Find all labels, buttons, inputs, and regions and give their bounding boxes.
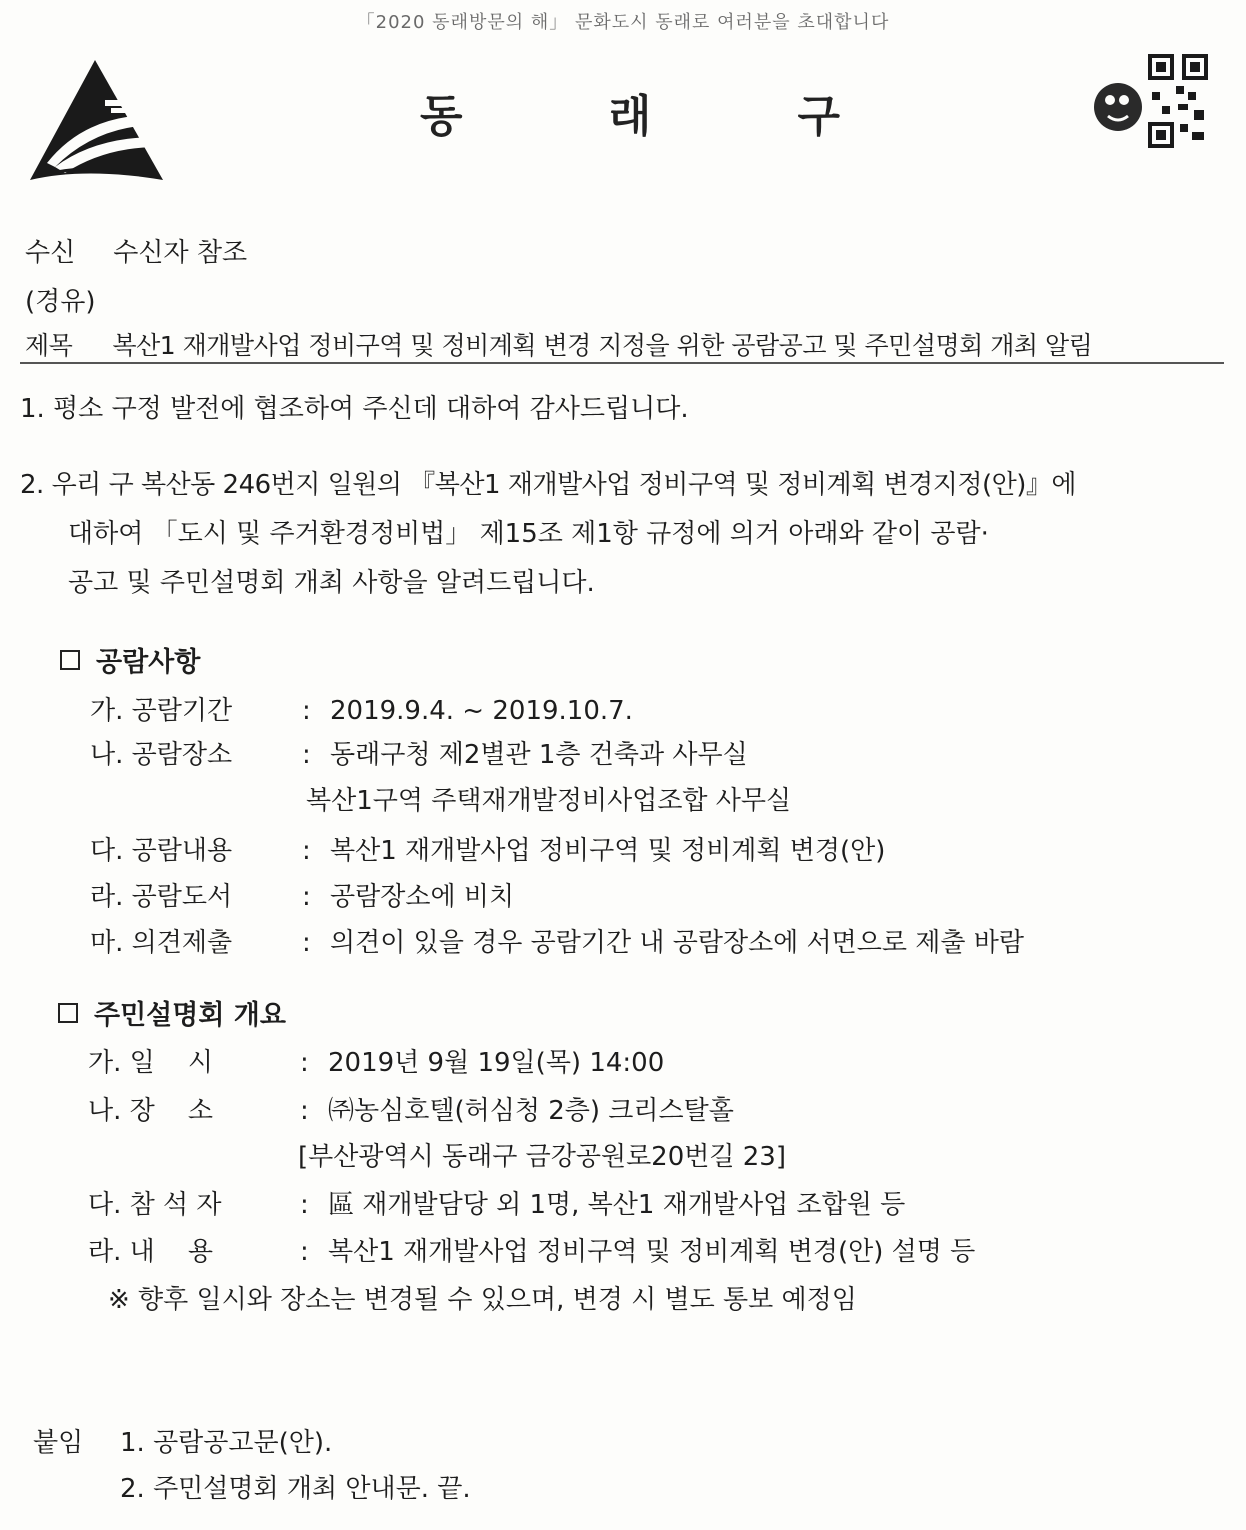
item-value: 동래구청 제2별관 1층 건축과 사무실 [330,740,748,770]
section-inspection-title: 공람사항 [96,647,201,678]
qr-code-icon [1088,52,1210,152]
dongnae-gu-logo [25,55,165,185]
paragraph-1: 1. 평소 구정 발전에 협조하여 주신데 대하여 감사드립니다. [20,394,689,424]
paragraph-2-line-1: 2. 우리 구 복산동 246번지 일원의 『복산1 재개발사업 정비구역 및 정비계획 변경지정(안)』에 [20,470,1077,500]
briefing-item [88,1184,905,1221]
item-value: 공람장소에 비치 [330,882,515,912]
recipient-row [25,232,247,269]
section-briefing-title: 주민설명회 개요 [94,1000,286,1031]
attachment-item: 2. 주민설명회 개최 안내문. 끝. [120,1474,471,1504]
item-value: 2019.9.4. ~ 2019.10.7. [330,696,633,726]
inspection-item [90,690,633,727]
briefing-place-line-2: [부산광역시 동래구 금강공원로20번길 23] [298,1142,786,1172]
subject-row [25,326,1092,362]
subject-label: 제목 [25,331,73,360]
item-colon: : [300,1096,309,1126]
inspection-item [90,876,514,913]
briefing-item [88,1231,975,1268]
slogan: 「2020 동래방문의 해」 문화도시 동래로 여러분을 초대합니다 [356,12,890,33]
item-label: 다. 참 석 자 [88,1190,222,1220]
item-colon: : [300,1237,309,1267]
item-label: 라. 내 용 [88,1237,213,1267]
org-title-char: 래 [608,91,652,142]
inspection-place-line-2: 복산1구역 주택재개발정비사업조합 사무실 [306,786,792,816]
attachments-label: 붙임 [33,1428,84,1458]
checkbox-square-icon [60,650,80,670]
item-colon: : [300,1048,309,1078]
org-title-char: 동 [420,91,463,142]
item-colon: : [302,740,311,770]
item-label: 가. 일 시 [88,1048,213,1078]
item-value: ㈜농심호텔(허심청 2층) 크리스탈홀 [328,1096,734,1126]
section-briefing-heading [58,993,286,1032]
org-title-char: 구 [797,91,840,142]
paragraph-2-line-3: 공고 및 주민설명회 개최 사항을 알려드립니다. [68,568,595,598]
via-label: (경유) [25,287,96,317]
briefing-note: ※ 향후 일시와 장소는 변경될 수 있으며, 변경 시 별도 통보 예정임 [108,1285,857,1315]
via-row [25,281,96,318]
recipient-label: 수신 [25,238,76,268]
item-value: 2019년 9월 19일(목) 14:00 [328,1048,665,1078]
inspection-item [90,830,885,867]
item-label: 다. 공람내용 [90,836,233,866]
item-label: 라. 공람도서 [90,882,233,912]
item-label: 가. 공람기간 [90,696,233,726]
briefing-item [88,1042,664,1079]
header-divider [20,362,1224,364]
item-label: 나. 장 소 [88,1096,213,1126]
recipient-value: 수신자 참조 [113,238,248,268]
checkbox-square-icon [58,1003,78,1023]
briefing-item [88,1090,734,1127]
item-value: 복산1 재개발사업 정비구역 및 정비계획 변경(안) 설명 등 [328,1237,976,1267]
paragraph-2-line-2: 대하여 「도시 및 주거환경정비법」 제15조 제1항 규정에 의거 아래와 같이 공람· [68,519,989,549]
item-colon: : [302,836,311,866]
inspection-item [90,734,748,771]
org-title [420,80,840,144]
section-inspection-heading [60,640,200,679]
item-label: 마. 의견제출 [90,928,233,958]
item-value: 복산1 재개발사업 정비구역 및 정비계획 변경(안) [330,836,886,866]
inspection-item [90,922,1024,959]
item-colon: : [302,696,311,726]
item-label: 나. 공람장소 [90,740,233,770]
item-value: 區 재개발담당 외 1명, 복산1 재개발사업 조합원 등 [328,1190,906,1220]
subject-value: 복산1 재개발사업 정비구역 및 정비계획 변경 지정을 위한 공람공고 및 주민설명회 개최 알림 [112,331,1093,360]
item-colon: : [300,1190,309,1220]
item-colon: : [302,928,311,958]
item-value: 의견이 있을 경우 공람기간 내 공람장소에 서면으로 제출 바람 [330,928,1025,958]
item-colon: : [302,882,311,912]
attachment-item: 1. 공람공고문(안). [120,1428,333,1458]
